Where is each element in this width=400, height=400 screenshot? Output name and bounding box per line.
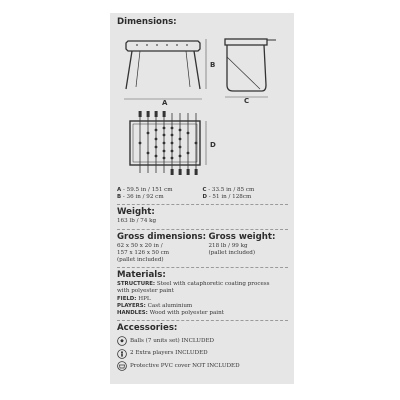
table-top-view-drawing [130,111,200,175]
gross-weight-title: Gross weight: [208,231,276,242]
materials-title: Materials: [117,270,166,281]
spec-sheet [110,13,294,384]
dimension-c-label: C [244,97,250,105]
gross-weight-line: (pallet included) [208,249,256,256]
accessory-item: Balls (7 units set) INCLUDED [117,336,288,346]
dimensions-title: Dimensions: [117,17,177,27]
dimension-b-value: B - 36 in / 92 cm [117,194,164,201]
divider [117,204,288,205]
dimensions-diagram [110,27,294,185]
divider [117,267,288,268]
gross-dimensions-line: (pallet included) [117,257,164,264]
weight-title: Weight: [117,207,155,218]
football-icon [117,336,127,346]
divider [117,229,288,230]
gross-dimensions-line: 62 x 50 x 20 in / [117,242,163,249]
accessory-item: Protective PVC cover NOT INCLUDED [117,361,288,371]
material-item: PLAYERS: Cast aluminium [117,302,193,309]
dimension-a-label: A [162,99,168,107]
divider [117,320,288,321]
dimension-a-value: A - 59.5 in / 151 cm [117,187,173,193]
weight-value: 163 lb / 74 kg [117,218,157,225]
players-icon [117,349,127,359]
dimension-b-label: B [210,61,216,69]
table-side-view-drawing [126,41,200,89]
table-front-view-drawing [225,39,276,91]
accessories-title: Accessories: [117,323,178,334]
dimension-d-value: D - 51 in / 128cm [202,194,252,201]
cover-icon [117,361,127,371]
dimension-values [117,187,288,201]
gross-dimensions-line: 157 x 126 x 50 cm [117,249,170,256]
material-item: FIELD: HPL [117,295,151,302]
material-item: HANDLES: Wood with polyester paint [117,310,224,317]
gross-weight-line: 218 lb / 99 kg [208,242,248,249]
material-item: STRUCTURE: Steel with cataphoretic coating process [117,281,270,288]
accessory-item: 2 Extra players INCLUDED [117,349,288,359]
material-item-continued: with polyester paint [117,288,174,295]
gross-dimensions-title: Gross dimensions: [117,231,207,242]
dimension-d-label: D [210,141,216,149]
dimension-c-value: C - 33.5 in / 85 cm [202,187,255,193]
